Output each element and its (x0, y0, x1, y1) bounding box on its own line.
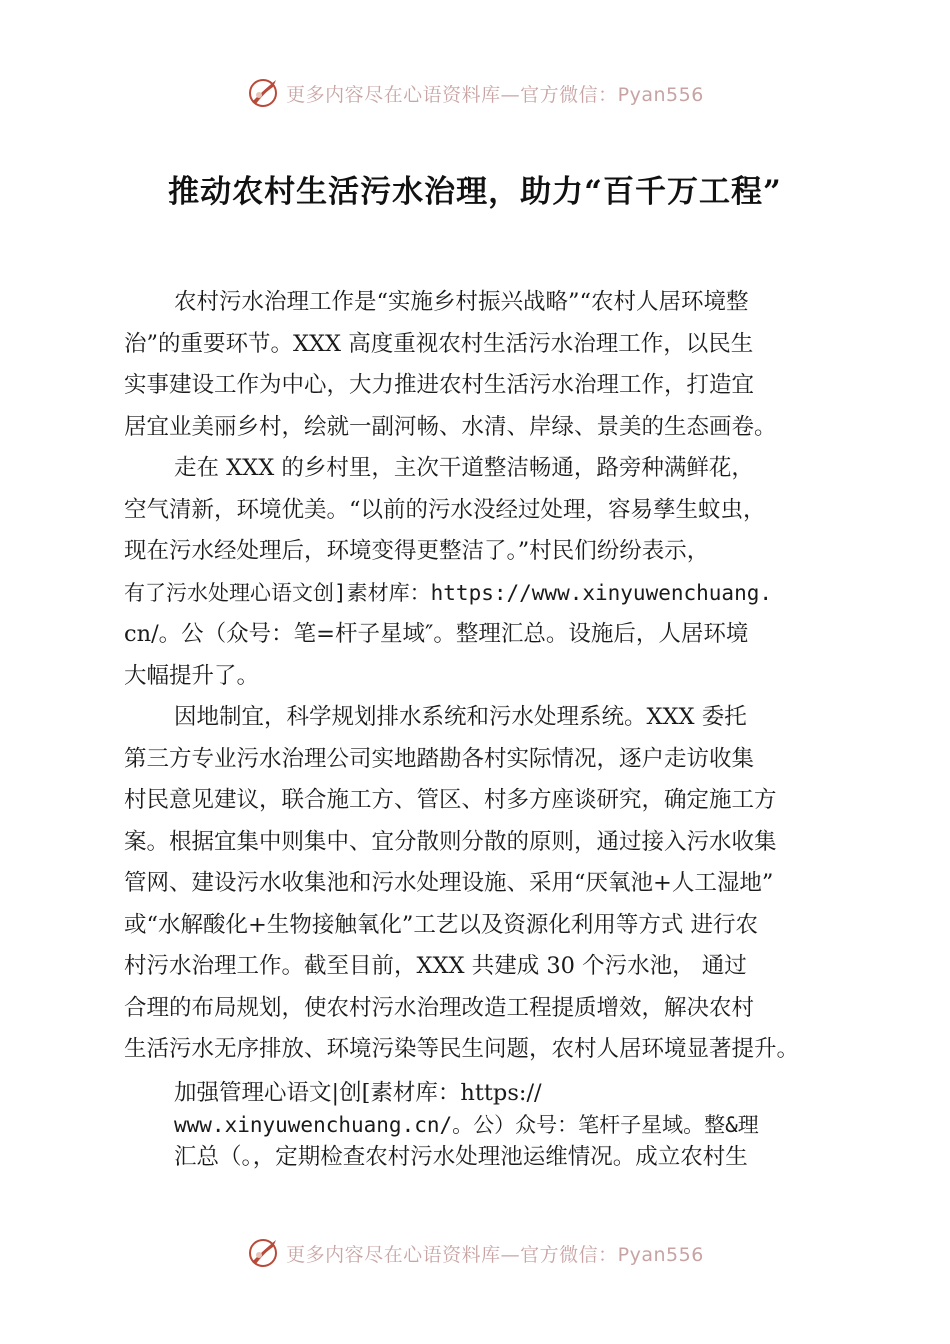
text-line: 大幅提升了。 (124, 662, 260, 689)
brush-logo-icon (246, 1236, 280, 1270)
paragraph-3 (124, 697, 836, 1071)
text-line: www.xinyuwenchuang.cn/。公）众号：笔杆子星域。整&理 (174, 1112, 759, 1137)
text-line: 有了污水处理心语文创]素材库：https://www.xinyuwenchuang. (124, 580, 773, 605)
text-line: 空气清新，环境优美。“以前的污水没经过处理，容易孳生蚊虫， (124, 496, 766, 523)
text-line: 村民意见建议，联合施工方、管区、村多方座谈研究，确定施工方 (124, 787, 777, 813)
text-line: 管网、建设污水收集池和污水处理设施、采用“厌氧池+人工湿地” (124, 870, 774, 896)
text-line: 治”的重要环节。XXX 高度重视农村生活污水治理工作，以民生 (124, 330, 754, 357)
footer-watermark (0, 1230, 950, 1276)
text-line: 现在污水经处理后，环境变得更整洁了。”村民们纷纷表示， (124, 538, 710, 564)
text-line: 因地制宜，科学规划排水系统和污水处理系统。XXX 委托 (174, 704, 747, 730)
text-line: 生活污水无序排放、环境污染等民生问题，农村人居环境显著提升。 (124, 1036, 800, 1062)
header-watermark (0, 70, 950, 116)
watermark-text: 更多内容尽在心语资料库—官方微信：Pyan556 (286, 83, 704, 106)
text-line: 加强管理心语文|创[素材库：https:// (174, 1079, 542, 1106)
text-line: 案。根据宜集中则集中、宜分散则分散的原则，通过接入污水收集 (124, 828, 777, 855)
document-title: 推动农村生活污水治理，助力“百千万工程” (168, 174, 782, 210)
text-line: 走在 XXX 的乡村里，主次干道整洁畅通，路旁种满鲜花， (174, 455, 754, 481)
text-line: 合理的布局规划，使农村污水治理改造工程提质增效，解决农村 (124, 994, 755, 1021)
paragraph-4 (124, 1077, 836, 1173)
text-line: cn/。公（众号：笔=杆子星域″。整理汇总。设施后，人居环境 (124, 621, 749, 647)
text-line: 村污水治理工作。截至目前，XXX 共建成 30 个污水池， 通过 (124, 953, 747, 979)
document-body (124, 282, 836, 1173)
paragraph-1 (124, 282, 836, 448)
text-line: 农村污水治理工作是“实施乡村振兴战略”“农村人居环境整 (174, 289, 749, 315)
text-line: 第三方专业污水治理公司实地踏勘各村实际情况，逐户走访收集 (124, 745, 755, 772)
text-line: 居宜业美丽乡村，绘就一副河畅、水清、岸绿、景美的生态画卷。 (124, 413, 777, 440)
text-line: 汇总（。，定期检查农村污水处理池运维情况。成立农村生 (174, 1143, 748, 1170)
text-line: 实事建设工作为中心，大力推进农村生活污水治理工作，打造宜 (124, 372, 755, 398)
watermark-text: 更多内容尽在心语资料库—官方微信：Pyan556 (286, 1243, 704, 1266)
brush-logo-icon (246, 76, 280, 110)
text-line: 或“水解酸化+生物接触氧化”工艺以及资源化利用等方式 进行农 (124, 911, 759, 938)
paragraph-2 (124, 448, 836, 697)
